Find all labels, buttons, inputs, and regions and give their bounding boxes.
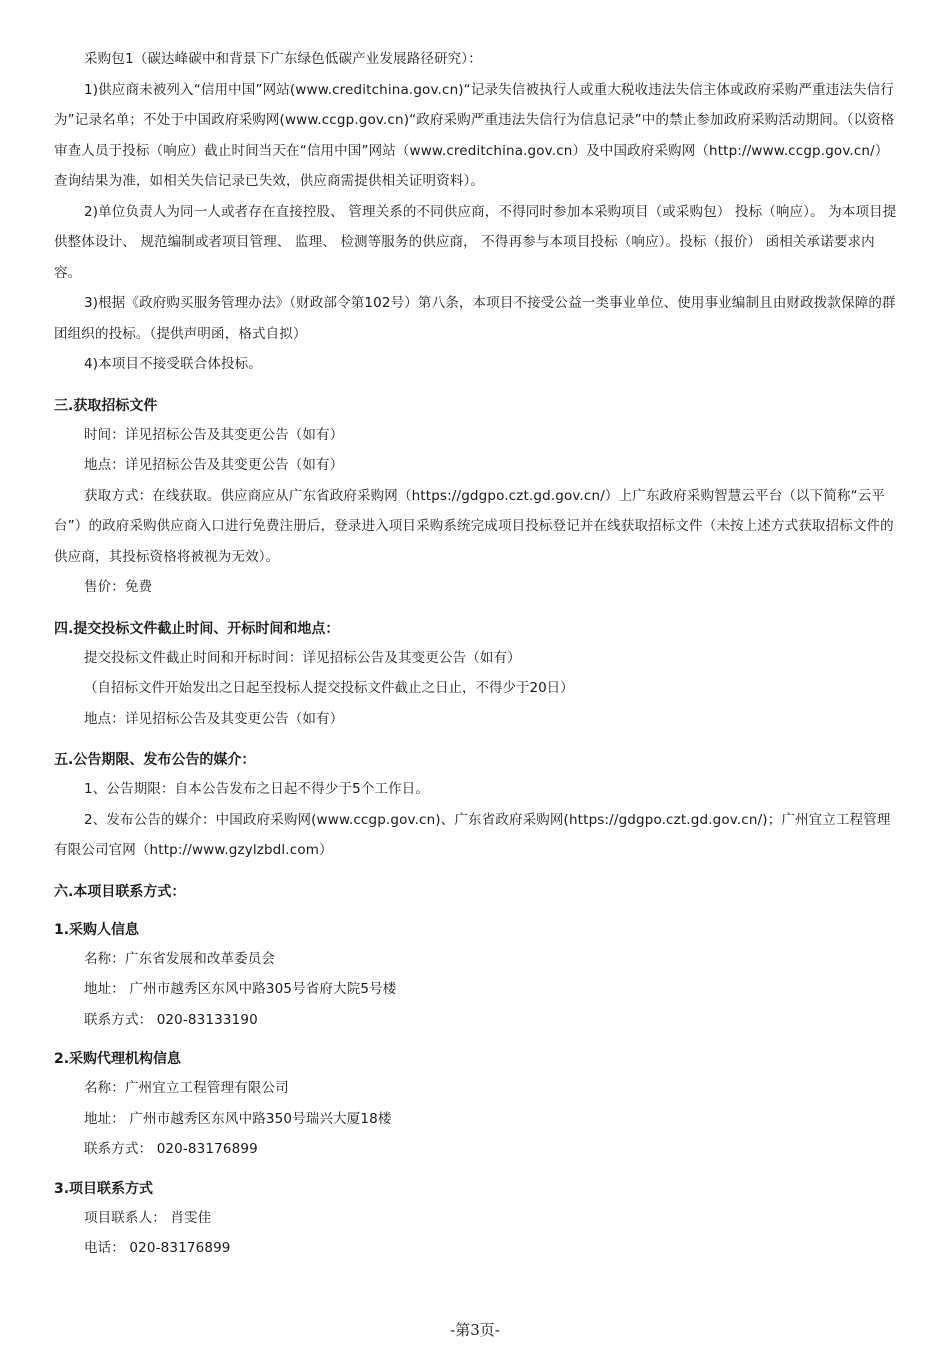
section-4-heading: 四.提交投标文件截止时间、开标时间和地点： (54, 620, 340, 637)
section-5-media: 2、发布公告的媒介：中国政府采购网(www.ccgp.gov.cn)、广东省政府采购网(https://gdgpo.czt.gd.gov.cn/)；广州宜立工程管理有限公司官网（http://www.gzylzbdl.com） (54, 811, 891, 858)
section-4-note: （自招标文件开始发出之日起至投标人提交投标文件截止之日止，不得少于20日） (84, 680, 574, 696)
section-3-time: 时间：详见招标公告及其变更公告（如有） (84, 426, 344, 443)
section-3-method: 获取方式：在线获取。供应商应从广东省政府采购网（https://gdgpo.czt.gd.gov.cn/）上广东政府采购智慧云平台（以下简称“云平台”）的政府采购供应商入口进行免费注册后，登录进入项目采购系统完成项目投标登记并在线获取招标文件（未按上述方式获取招标文件的供应商，其投标资格将被视为无效）。 (54, 487, 894, 565)
purchaser-contact: 联系方式： 020-83133190 (84, 1011, 258, 1028)
qualification-item-4: 4)本项目不接受联合体投标。 (84, 356, 262, 372)
section-5-heading: 五.公告期限、发布公告的媒介： (54, 752, 256, 768)
project-contact-person: 项目联系人： 肖雯佳 (84, 1209, 212, 1226)
purchaser-address: 地址： 广州市越秀区东风中路305号省府大院5号楼 (84, 981, 397, 997)
section-4-place: 地点：详见招标公告及其变更公告（如有） (84, 710, 344, 727)
package-intro: 采购包1（碳达峰碳中和背景下广东绿色低碳产业发展路径研究）： (84, 51, 482, 67)
project-contact-heading: 3.项目联系方式 (54, 1180, 154, 1197)
page-number: -第3页- (450, 1321, 500, 1339)
qualification-item-1: 1)供应商未被列入“信用中国”网站(www.creditchina.gov.cn)“记录失信被执行人或重大税收违法失信主体或政府采购严重违法失信行为”记录名单；不处于中国政府采购网(www.ccgp.gov.cn)“政府采购严重违法失信行为信息记录”中的禁止参加政府采购活动期间。（以资格审查人员于投标（响应）截止时间当天在“信用中国”网站（www.creditchina.gov.cn）及中国政府采购网（http://www.ccgp.gov.cn/）查询结果为准，如相关失信记录已失效，供应商需提供相关证明资料）。 (54, 81, 895, 189)
qualification-item-2: 2)单位负责人为同一人或者存在直接控股、 管理关系的不同供应商，不得同时参加本采购项目（或采购包） 投标（响应）。 为本项目提供整体设计、 规范编制或者项目管理、 监理、 检测等服务的供应商， 不得再参与本项目投标（响应）。投标（报价） 函相关承诺要求内容。 (54, 203, 897, 281)
section-3-price: 售价：免费 (84, 579, 153, 595)
qualification-item-3: 3)根据《政府购买服务管理办法》（财政部令第102号）第八条，本项目不接受公益一类事业单位、使用事业编制且由财政拨款保障的群团组织的投标。（提供声明函，格式自拟） (54, 295, 896, 342)
project-contact-phone: 电话： 020-83176899 (84, 1240, 231, 1256)
section-3-place: 地点：详见招标公告及其变更公告（如有） (84, 457, 344, 473)
agency-name: 名称：广州宜立工程管理有限公司 (84, 1080, 289, 1096)
section-4-deadline: 提交投标文件截止时间和开标时间：详见招标公告及其变更公告（如有） (84, 649, 521, 666)
document-page (54, 44, 899, 1264)
agency-contact: 联系方式： 020-83176899 (84, 1141, 258, 1157)
agency-address: 地址： 广州市越秀区东风中路350号瑞兴大厦18楼 (84, 1110, 392, 1127)
agency-heading: 2.采购代理机构信息 (54, 1051, 182, 1067)
section-3-heading: 三.获取招标文件 (54, 397, 158, 414)
purchaser-name: 名称：广东省发展和改革委员会 (84, 950, 276, 967)
purchaser-heading: 1.采购人信息 (54, 921, 140, 938)
section-6-heading: 六.本项目联系方式： (54, 883, 186, 900)
section-5-period: 1、公告期限：自本公告发布之日起不得少于5个工作日。 (84, 781, 430, 797)
